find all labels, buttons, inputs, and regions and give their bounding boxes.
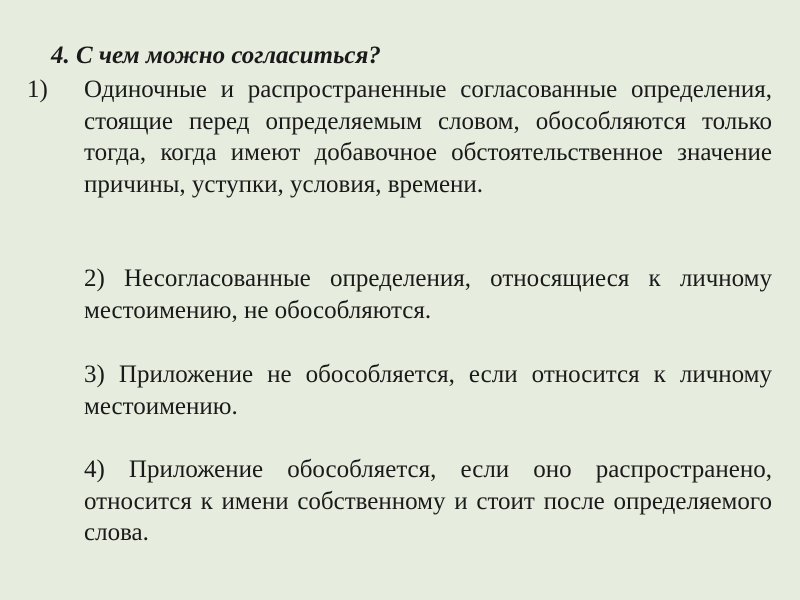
item-1-marker: 1) <box>27 76 48 103</box>
answer-option-4: 4) Приложение обособляется, если оно распространено, относится к имени собственному и стоит после определяемого слова. <box>84 456 772 546</box>
answer-option-3: 3) Приложение не обособляется, если относится к личному местоимению. <box>84 361 772 420</box>
answer-option-1: Одиночные и распространенные согласованные определения, стоящие перед определяемым словом, обособляются только тогда, когда имеют добавочное обстоятельственное значение причины, уступки, условия, времени. <box>84 76 772 198</box>
question-title: 4. С чем можно согласиться? <box>51 42 381 69</box>
answer-option-2: 2) Несогласованные определения, относящиеся к личному местоимению, не обособляются. <box>84 265 772 324</box>
